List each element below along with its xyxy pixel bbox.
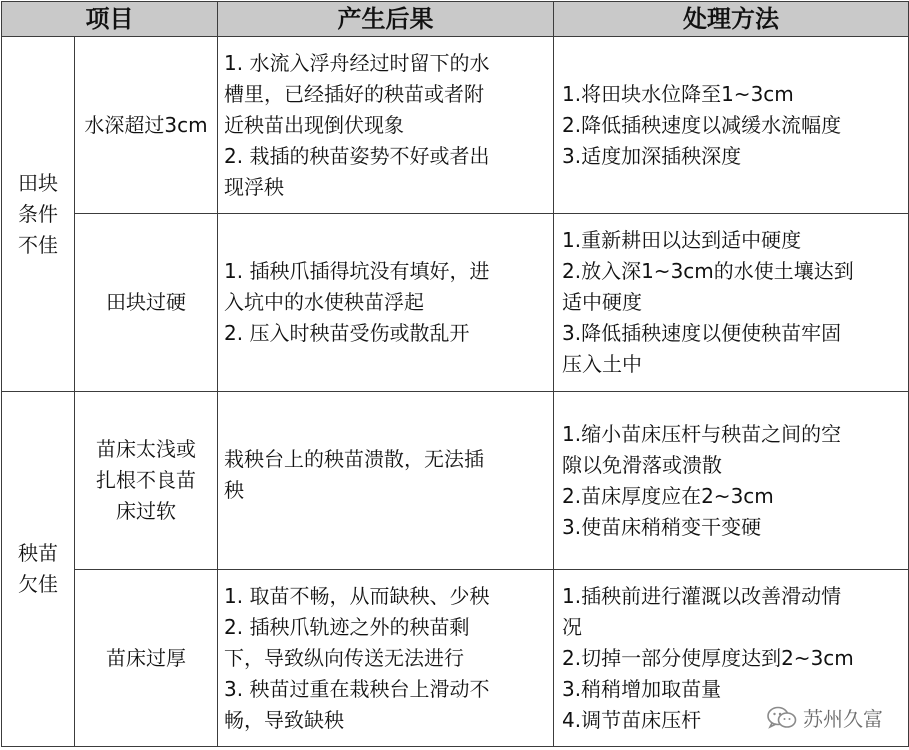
item-cell bbox=[75, 570, 218, 747]
category-label: 条件 bbox=[18, 201, 58, 226]
header-row bbox=[2, 2, 909, 37]
consequence-text: 近秧苗出现倒伏现象 bbox=[224, 112, 404, 137]
table-row bbox=[2, 214, 909, 392]
table-row bbox=[2, 37, 909, 214]
method-text: 1.插秧前进行灌溉以改善滑动情 bbox=[562, 583, 842, 608]
method-text: 4.调节苗床压杆 bbox=[562, 707, 702, 732]
category-cell bbox=[2, 392, 75, 747]
method-cell bbox=[554, 37, 909, 214]
item-cell bbox=[75, 37, 218, 214]
consequence-text: 槽里，已经插好的秧苗或者附 bbox=[224, 81, 484, 106]
method-text: 2.苗床厚度应在2~3cm bbox=[562, 483, 774, 508]
consequence-cell bbox=[218, 392, 554, 570]
item-label: 水深超过3cm bbox=[84, 112, 208, 137]
method-text: 压入土中 bbox=[562, 352, 642, 376]
method-text: 况 bbox=[562, 614, 582, 639]
watermark-text: 苏州久富 bbox=[803, 707, 883, 731]
item-label: 苗床过厚 bbox=[106, 645, 186, 670]
consequence-text: 秧 bbox=[224, 478, 244, 502]
method-text: 隙以免滑落或溃散 bbox=[562, 452, 722, 477]
consequence-text: 现浮秧 bbox=[224, 174, 284, 199]
method-text: 2.降低插秧速度以减缓水流幅度 bbox=[562, 112, 842, 137]
consequence-text: 2. 压入时秧苗受伤或散乱开 bbox=[224, 321, 470, 345]
item-label: 田块过硬 bbox=[106, 290, 186, 314]
consequence-cell bbox=[218, 37, 554, 214]
method-text: 3.降低插秧速度以便使秧苗牢固 bbox=[562, 321, 842, 345]
header-item: 项目 bbox=[2, 2, 218, 37]
table-row bbox=[2, 392, 909, 570]
method-text: 3.稍稍增加取苗量 bbox=[562, 676, 722, 701]
method-cell bbox=[554, 214, 909, 392]
category-cell bbox=[2, 37, 75, 392]
item-cell bbox=[75, 392, 218, 570]
method-text: 3.适度加深插秧深度 bbox=[562, 143, 742, 168]
consequence-text: 3. 秧苗过重在栽秧台上滑动不 bbox=[224, 676, 490, 701]
category-label: 欠佳 bbox=[18, 572, 58, 596]
item-label: 苗床太浅或 bbox=[96, 437, 196, 461]
item-label: 扎根不良苗 bbox=[96, 468, 196, 492]
consequence-text: 栽秧台上的秧苗溃散，无法插 bbox=[224, 447, 484, 471]
category-label: 田块 bbox=[18, 170, 58, 195]
troubleshooting-table bbox=[1, 1, 909, 747]
method-text: 2.切掉一部分使厚度达到2~3cm bbox=[562, 645, 854, 670]
method-text: 1.重新耕田以达到适中硬度 bbox=[562, 228, 802, 252]
consequence-text: 1. 取苗不畅，从而缺秧、少秧 bbox=[224, 583, 490, 608]
consequence-text: 下，导致纵向传送无法进行 bbox=[224, 645, 464, 670]
consequence-cell bbox=[218, 570, 554, 747]
category-label: 秧苗 bbox=[18, 541, 58, 565]
header-consequence: 产生后果 bbox=[218, 2, 554, 37]
item-label: 床过软 bbox=[116, 499, 176, 523]
category-label: 不佳 bbox=[18, 232, 58, 257]
item-cell bbox=[75, 214, 218, 392]
consequence-text: 2. 栽插的秧苗姿势不好或者出 bbox=[224, 143, 490, 168]
method-text: 2.放入深1~3cm的水使土壤达到 bbox=[562, 259, 854, 283]
consequence-text: 畅，导致缺秧 bbox=[224, 707, 344, 732]
consequence-text: 1. 水流入浮舟经过时留下的水 bbox=[224, 50, 490, 75]
header-method: 处理方法 bbox=[554, 2, 909, 37]
wechat-icon bbox=[767, 706, 797, 730]
method-cell bbox=[554, 392, 909, 570]
consequence-text: 入坑中的水使秧苗浮起 bbox=[224, 290, 424, 314]
watermark bbox=[767, 703, 883, 732]
consequence-cell bbox=[218, 214, 554, 392]
method-text: 适中硬度 bbox=[562, 290, 642, 314]
method-text: 3.使苗床稍稍变干变硬 bbox=[562, 514, 762, 539]
consequence-text: 1. 插秧爪插得坑没有填好，进 bbox=[224, 259, 490, 283]
method-text: 1.将田块水位降至1~3cm bbox=[562, 81, 794, 106]
method-text: 1.缩小苗床压杆与秧苗之间的空 bbox=[562, 421, 842, 446]
consequence-text: 2. 插秧爪轨迹之外的秧苗剩 bbox=[224, 614, 470, 639]
